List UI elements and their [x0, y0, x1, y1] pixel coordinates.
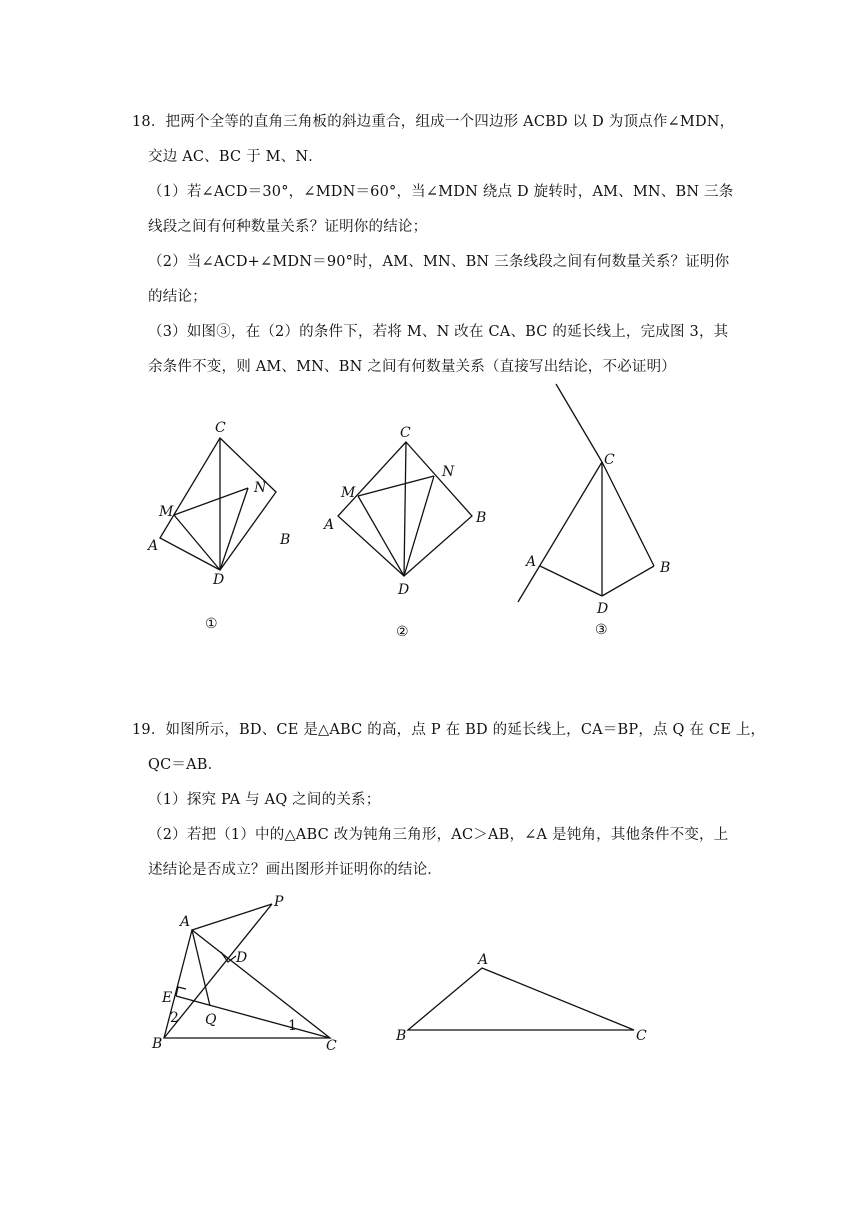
q18-line-4: 线段之间有何种数量关系？证明你的结论； [148, 219, 428, 235]
fig3-label-b: B [660, 560, 671, 576]
q19-left-label-p: P [274, 894, 284, 910]
fig3-caption: ③ [595, 622, 608, 638]
q19-figure-right [395, 952, 647, 1044]
q19-left-label-a: A [180, 914, 191, 930]
q18-figure-1 [146, 420, 290, 632]
q19-line-5: 述结论是否成立？画出图形并证明你的结论． [148, 862, 442, 878]
q18-line-7: （3）如图③，在（2）的条件下，若将 M、N 改在 CA、BC 的延长线上，完成图 3，其 [148, 324, 729, 340]
fig3-label-d: D [597, 601, 609, 617]
q18-line-6: 的结论； [148, 289, 207, 305]
fig2-label-a: A [324, 517, 335, 533]
q18-line-5: （2）当∠ACD+∠MDN＝90°时，AM、MN、BN 三条线段之间有何数量关系？证明你 [148, 254, 730, 270]
fig2-label-m: M [341, 485, 356, 501]
fig1-label-m: M [159, 504, 174, 520]
q19-line-3: （1）探究 PA 与 AQ 之间的关系； [148, 792, 381, 808]
q19-line-2: QC＝AB． [148, 757, 223, 773]
q18-figure-3 [518, 384, 670, 638]
q19-right-label-b: B [396, 1028, 407, 1044]
q19-right-label-c: C [636, 1028, 647, 1044]
fig1-label-n: N [254, 480, 267, 496]
fig2-label-c: C [400, 425, 411, 441]
fig2-caption: ② [396, 624, 409, 640]
fig3-label-a: A [526, 554, 537, 570]
q18-line-8: 余条件不变，则 AM、MN、BN 之间有何数量关系（直接写出结论，不必证明） [148, 359, 677, 375]
q19-figure-left [151, 894, 337, 1054]
q18-line-3: （1）若∠ACD＝30°，∠MDN＝60°，当∠MDN 绕点 D 旋转时，AM、MN、BN 三条 [148, 184, 734, 200]
q19-line-1: 19．如图所示，BD、CE 是△ABC 的高，点 P 在 BD 的延长线上，CA＝BP，点 Q 在 CE 上， [132, 722, 766, 738]
fig3-label-c: C [604, 452, 615, 468]
q19-left-label-e: E [162, 990, 173, 1006]
q18-figure-2 [322, 425, 486, 640]
q19-left-angle-2: 2 [170, 1010, 179, 1026]
fig1-label-a: A [148, 538, 159, 554]
q18-line-1: 18．把两个全等的直角三角板的斜边重合，组成一个四边形 ACBD 以 D 为顶点作∠MDN， [132, 114, 735, 130]
q19-left-label-d: D [236, 950, 248, 966]
fig1-label-d: D [213, 572, 225, 588]
q19-left-angle-1: 1 [288, 1018, 297, 1034]
q19-left-label-c: C [326, 1038, 337, 1054]
q19-left-label-b: B [152, 1036, 163, 1052]
fig1-label-c: C [215, 420, 226, 436]
q19-left-label-q: Q [205, 1012, 217, 1028]
fig2-label-d: D [398, 582, 410, 598]
q18-line-2: 交边 AC、BC 于 M、N． [148, 149, 323, 165]
fig1-caption: ① [205, 616, 218, 632]
fig1-label-b: B [280, 532, 291, 548]
fig2-label-n: N [442, 464, 455, 480]
fig2-label-b: B [476, 510, 487, 526]
q19-line-4: （2）若把（1）中的△ABC 改为钝角三角形，AC＞AB，∠A 是钝角，其他条件不变，上 [148, 827, 729, 843]
q19-right-label-a: A [478, 952, 489, 968]
